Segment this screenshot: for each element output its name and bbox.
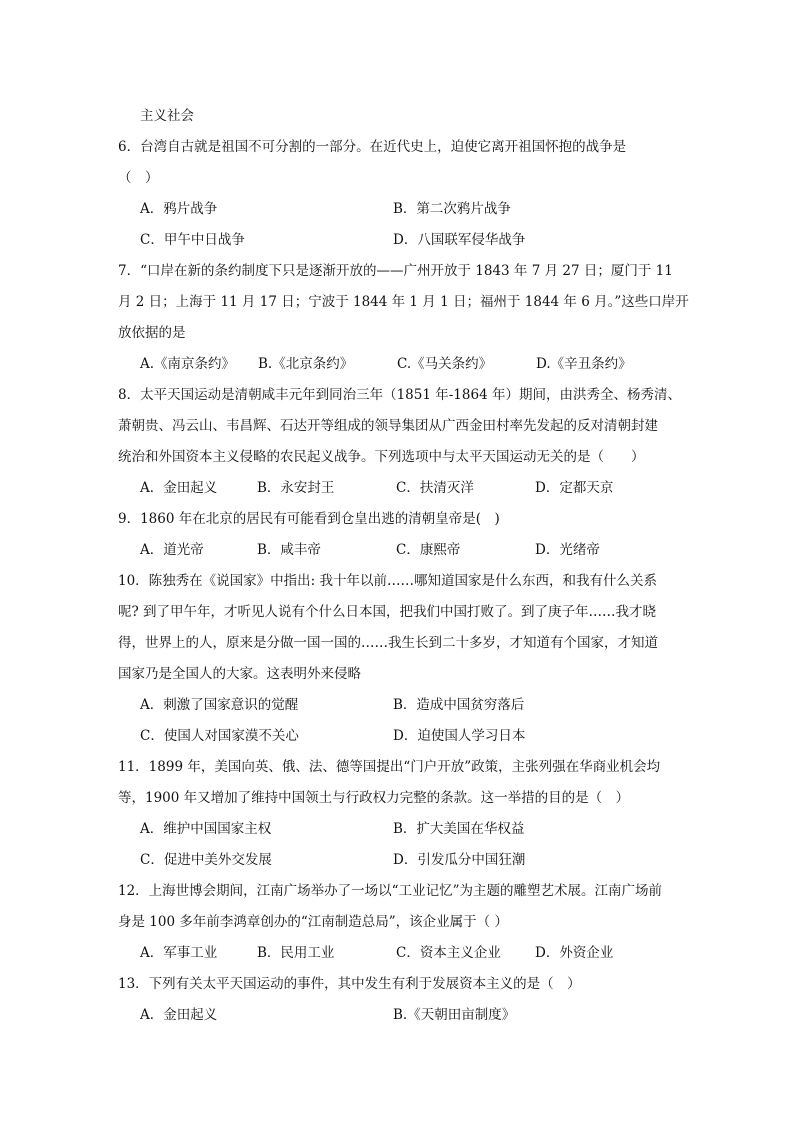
question-stem-line: 得，世界上的人，原来是分做一国一国的……我生长到二十多岁，才知道有个国家，才知道 bbox=[118, 635, 658, 651]
option-b[interactable]: B．永安封王 bbox=[257, 480, 335, 496]
option-c[interactable]: C.《马关条约》 bbox=[397, 356, 493, 372]
option-c[interactable]: C．康熙帝 bbox=[396, 542, 461, 558]
question-10 bbox=[118, 566, 683, 752]
option-b[interactable]: B．扩大美国在华权益 bbox=[393, 821, 525, 837]
question-stem-line: 统治和外国资本主义侵略的农民起义战争。下列选项中与太平天国运动无关的是（ ） bbox=[118, 449, 645, 465]
option-c[interactable]: C．甲午中日战争 bbox=[140, 232, 245, 248]
question-7 bbox=[118, 256, 689, 380]
option-a[interactable]: A．金田起义 bbox=[140, 480, 218, 496]
page-content bbox=[118, 101, 689, 1031]
option-d[interactable]: D．外资企业 bbox=[535, 945, 614, 961]
option-d[interactable]: D．迫使国人学习日本 bbox=[393, 728, 526, 744]
options-row bbox=[118, 535, 683, 566]
options-row bbox=[118, 225, 683, 256]
option-a[interactable]: A．维护中国国家主权 bbox=[140, 821, 272, 837]
question-stem-line: 13．下列有关太平天国运动的事件，其中发生有利于发展资本主义的是（ ） bbox=[118, 976, 581, 992]
options-row bbox=[118, 721, 683, 752]
question-8 bbox=[118, 380, 683, 504]
options-row bbox=[118, 845, 683, 876]
options-row bbox=[118, 194, 683, 225]
prev-question-tail: 主义社会 bbox=[140, 108, 194, 124]
option-c[interactable]: C．资本主义企业 bbox=[396, 945, 501, 961]
option-a[interactable]: A．金田起义 bbox=[140, 1007, 218, 1023]
option-b[interactable]: B．造成中国贫穷落后 bbox=[393, 697, 525, 713]
question-stem-line: 身是 100 多年前李鸿章创办的“江南制造总局”，该企业属于（ ） bbox=[118, 914, 508, 930]
option-d[interactable]: D.《辛丑条约》 bbox=[536, 356, 632, 372]
question-stem-line: 放依据的是 bbox=[118, 325, 186, 341]
option-b[interactable]: B．第二次鸦片战争 bbox=[393, 201, 511, 217]
option-b[interactable]: B.《天朝田亩制度》 bbox=[393, 1007, 516, 1023]
options-row bbox=[118, 938, 683, 969]
option-c[interactable]: C．促进中美外交发展 bbox=[140, 852, 272, 868]
option-b[interactable]: B．咸丰帝 bbox=[257, 542, 321, 558]
question-stem-line: 等，1900 年又增加了维持中国领土与行政权力完整的条款。这一举措的目的是（ ） bbox=[118, 790, 630, 806]
option-d[interactable]: D．引发瓜分中国狂潮 bbox=[393, 852, 526, 868]
question-stem-line: 6．台湾自古就是祖国不可分割的一部分。在近代史上，迫使它离开祖国怀抱的战争是 bbox=[118, 139, 627, 155]
question-stem-line: 国家乃是全国人的大家。这表明外来侵略 bbox=[118, 666, 361, 682]
option-b[interactable]: B.《北京条约》 bbox=[258, 356, 354, 372]
options-row bbox=[118, 473, 683, 504]
question-6 bbox=[118, 132, 683, 256]
question-stem-line: 萧朝贵、冯云山、韦昌辉、石达开等组成的领导集团从广西金田村率先发起的反对清朝封建 bbox=[118, 418, 658, 434]
question-stem-line: 12．上海世博会期间，江南广场举办了一场以“工业记忆”为主题的雕塑艺术展。江南广场前 bbox=[118, 883, 662, 899]
option-a[interactable]: A．道光帝 bbox=[140, 542, 204, 558]
question-stem-line: 11．1899 年，美国向英、俄、法、德等国提出“门户开放”政策，主张列强在华商业机会均 bbox=[118, 759, 661, 775]
question-stem-line: 呢? 到了甲午年，才听见人说有个什么日本国，把我们中国打败了。到了庚子年……我才晓 bbox=[118, 604, 657, 620]
option-a[interactable]: A．鸦片战争 bbox=[140, 201, 218, 217]
options-row bbox=[118, 1000, 683, 1031]
question-13 bbox=[118, 969, 683, 1031]
options-row bbox=[118, 690, 683, 721]
question-9 bbox=[118, 504, 683, 566]
option-a[interactable]: A．刺激了国家意识的觉醒 bbox=[140, 697, 299, 713]
option-d[interactable]: D．定都天京 bbox=[535, 480, 614, 496]
question-stem-line: 8．太平天国运动是清朝咸丰元年到同治三年（1851 年-1864 年）期间，由洪秀全、杨秀清、 bbox=[118, 387, 681, 403]
question-stem-line: 10．陈独秀在《说国家》中指出: 我十年以前……哪知道国家是什么东西，和我有什么关系 bbox=[118, 573, 658, 589]
options-row bbox=[118, 814, 683, 845]
question-11 bbox=[118, 752, 683, 876]
option-c[interactable]: C．使国人对国家漠不关心 bbox=[140, 728, 299, 744]
question-stem-line: （ ） bbox=[118, 170, 159, 186]
options-row bbox=[118, 349, 683, 380]
option-d[interactable]: D．光绪帝 bbox=[535, 542, 600, 558]
question-12 bbox=[118, 876, 683, 969]
option-a[interactable]: A.《南京条约》 bbox=[140, 356, 236, 372]
question-stem-line: 9．1860 年在北京的居民有可能看到仓皇出逃的清朝皇帝是( ) bbox=[118, 511, 500, 527]
question-stem-line: 7．“口岸在新的条约制度下只是逐渐开放的——广州开放于 1843 年 7 月 27 日；厦门于 11 bbox=[118, 263, 673, 279]
option-a[interactable]: A．军事工业 bbox=[140, 945, 218, 961]
option-d[interactable]: D．八国联军侵华战争 bbox=[393, 232, 526, 248]
option-b[interactable]: B．民用工业 bbox=[257, 945, 335, 961]
question-stem-line: 月 2 日；上海于 11 月 17 日；宁波于 1844 年 1 月 1 日；福州于 1844 年 6 月。”这些口岸开 bbox=[118, 294, 689, 310]
option-c[interactable]: C．扶清灭洋 bbox=[396, 480, 474, 496]
